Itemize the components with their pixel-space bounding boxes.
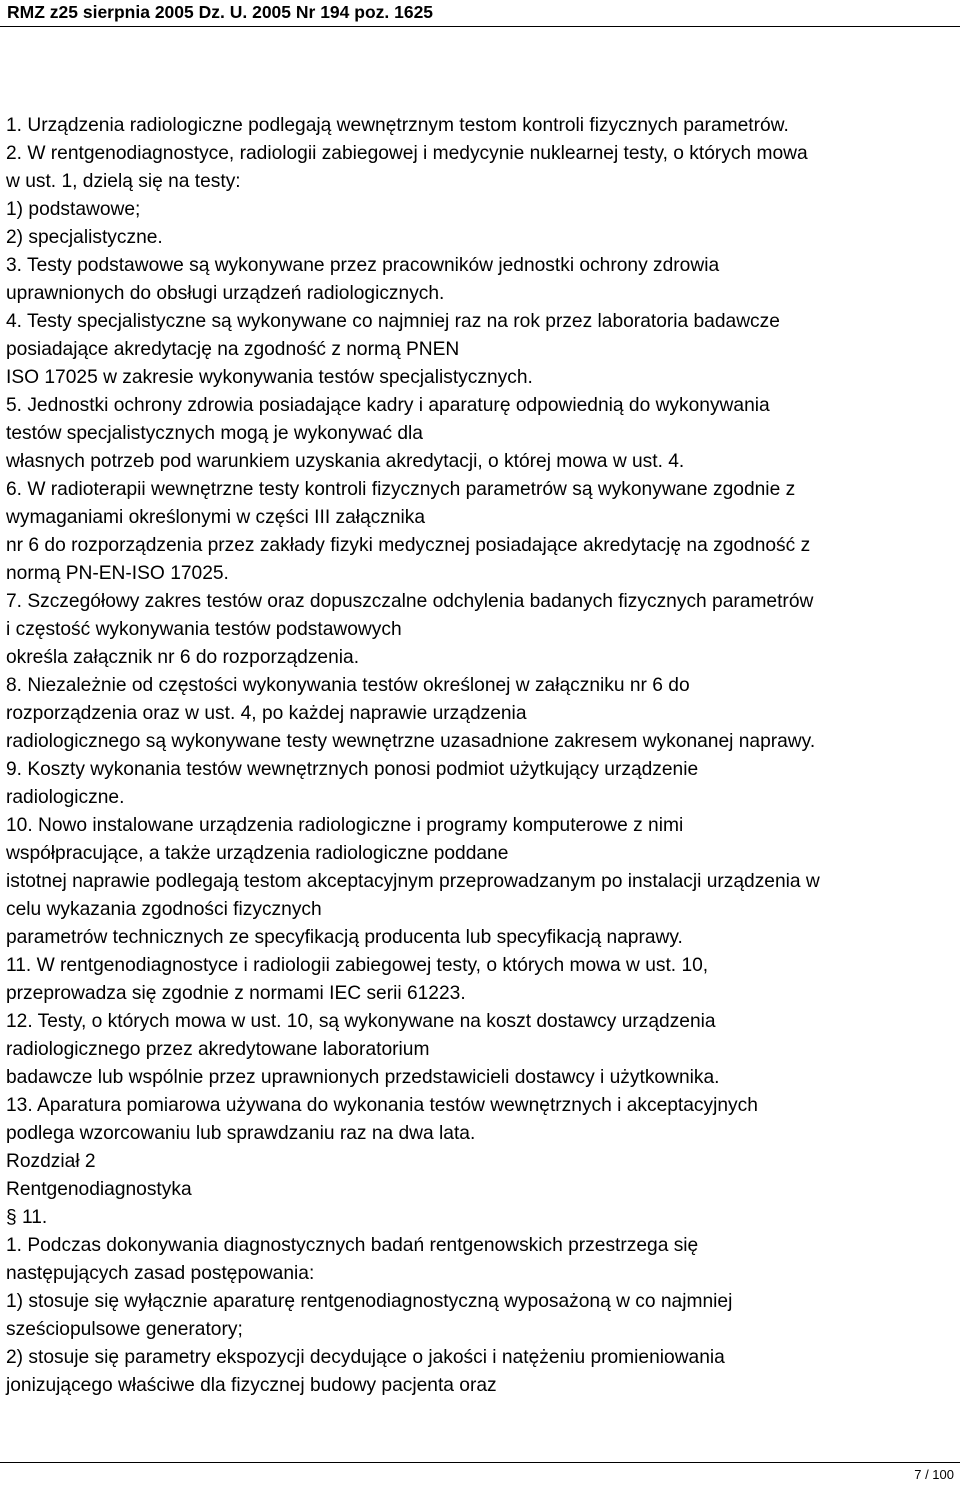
text-line: w ust. 1, dzielą się na testy: xyxy=(6,171,241,192)
text-line: podlega wzorcowaniu lub sprawdzaniu raz na dwa lata. xyxy=(6,1123,476,1144)
text-line: 7. Szczegółowy zakres testów oraz dopuszczalne odchylenia badanych fizycznych parametrów xyxy=(6,591,814,612)
text-line: i częstość wykonywania testów podstawowych xyxy=(6,619,402,640)
text-line: Rentgenodiagnostyka xyxy=(6,1179,192,1200)
text-line: rozporządzenia oraz w ust. 4, po każdej naprawie urządzenia xyxy=(6,703,527,724)
page-number: 7 / 100 xyxy=(914,1467,954,1482)
text-line: 5. Jednostki ochrony zdrowia posiadające kadry i aparaturę odpowiednią do wykonywania xyxy=(6,395,770,416)
text-line: 1) stosuje się wyłącznie aparaturę rentgenodiagnostyczną wyposażoną w co najmniej xyxy=(6,1291,733,1312)
text-line: radiologicznego przez akredytowane laboratorium xyxy=(6,1039,430,1060)
text-line: posiadające akredytację na zgodność z normą PNEN xyxy=(6,339,460,360)
text-line: jonizującego właściwe dla fizycznej budowy pacjenta oraz xyxy=(6,1375,497,1396)
document-body xyxy=(6,112,954,1400)
text-line: celu wykazania zgodności fizycznych xyxy=(6,899,322,920)
text-line: nr 6 do rozporządzenia przez zakłady fizyki medycznej posiadające akredytację na zgodność z xyxy=(6,535,811,556)
page-header xyxy=(0,0,960,27)
text-line: 13. Aparatura pomiarowa używana do wykonania testów wewnętrznych i akceptacyjnych xyxy=(6,1095,758,1116)
text-line: przeprowadza się zgodnie z normami IEC serii 61223. xyxy=(6,983,466,1004)
text-line: 4. Testy specjalistyczne są wykonywane co najmniej raz na rok przez laboratoria badawcze xyxy=(6,311,780,332)
text-line: 9. Koszty wykonania testów wewnętrznych ponosi podmiot użytkujący urządzenie xyxy=(6,759,699,780)
text-line: uprawnionych do obsługi urządzeń radiologicznych. xyxy=(6,283,445,304)
text-line: testów specjalistycznych mogą je wykonywać dla xyxy=(6,423,423,444)
text-line: 12. Testy, o których mowa w ust. 10, są wykonywane na koszt dostawcy urządzenia xyxy=(6,1011,716,1032)
text-line: 2) specjalistyczne. xyxy=(6,227,163,248)
document-title: RMZ z25 sierpnia 2005 Dz. U. 2005 Nr 194 poz. 1625 xyxy=(7,2,434,22)
text-line: istotnej naprawie podlegają testom akceptacyjnym przeprowadzanym po instalacji urządzenia w xyxy=(6,871,820,892)
text-line: 2. W rentgenodiagnostyce, radiologii zabiegowej i medycynie nuklearnej testy, o których mowa xyxy=(6,143,808,164)
text-line: parametrów technicznych ze specyfikacją producenta lub specyfikacją naprawy. xyxy=(6,927,683,948)
text-line: badawcze lub wspólnie przez uprawnionych przedstawicieli dostawcy i użytkownika. xyxy=(6,1067,720,1088)
text-line: 6. W radioterapii wewnętrzne testy kontroli fizycznych parametrów są wykonywane zgodnie z xyxy=(6,479,796,500)
text-line: 1) podstawowe; xyxy=(6,199,141,220)
text-line: normą PN-EN-ISO 17025. xyxy=(6,563,229,584)
text-line: wymaganiami określonymi w części III załącznika xyxy=(6,507,426,528)
text-line: 1. Podczas dokonywania diagnostycznych badań rentgenowskich przestrzega się xyxy=(6,1235,699,1256)
text-line: radiologiczne. xyxy=(6,787,125,808)
text-line: własnych potrzeb pod warunkiem uzyskania akredytacji, o której mowa w ust. 4. xyxy=(6,451,685,472)
text-line: 11. W rentgenodiagnostyce i radiologii zabiegowej testy, o których mowa w ust. 10, xyxy=(6,955,709,976)
text-line: Rozdział 2 xyxy=(6,1151,96,1172)
text-line: ISO 17025 w zakresie wykonywania testów specjalistycznych. xyxy=(6,367,533,388)
text-line: sześciopulsowe generatory; xyxy=(6,1319,243,1340)
text-line: 10. Nowo instalowane urządzenia radiologiczne i programy komputerowe z nimi xyxy=(6,815,684,836)
text-line: następujących zasad postępowania: xyxy=(6,1263,315,1284)
text-line: 2) stosuje się parametry ekspozycji decydujące o jakości i natężeniu promieniowania xyxy=(6,1347,725,1368)
text-line: radiologicznego są wykonywane testy wewnętrzne uzasadnione zakresem wykonanej naprawy. xyxy=(6,731,816,752)
text-line: 8. Niezależnie od częstości wykonywania testów określonej w załączniku nr 6 do xyxy=(6,675,690,696)
text-line: § 11. xyxy=(6,1207,48,1228)
text-line: 3. Testy podstawowe są wykonywane przez pracowników jednostki ochrony zdrowia xyxy=(6,255,720,276)
footer-divider xyxy=(0,1462,960,1463)
text-line: określa załącznik nr 6 do rozporządzenia. xyxy=(6,647,360,668)
text-line: 1. Urządzenia radiologiczne podlegają wewnętrznym testom kontroli fizycznych parametrów. xyxy=(6,115,789,136)
text-line: współpracujące, a także urządzenia radiologiczne poddane xyxy=(6,843,509,864)
